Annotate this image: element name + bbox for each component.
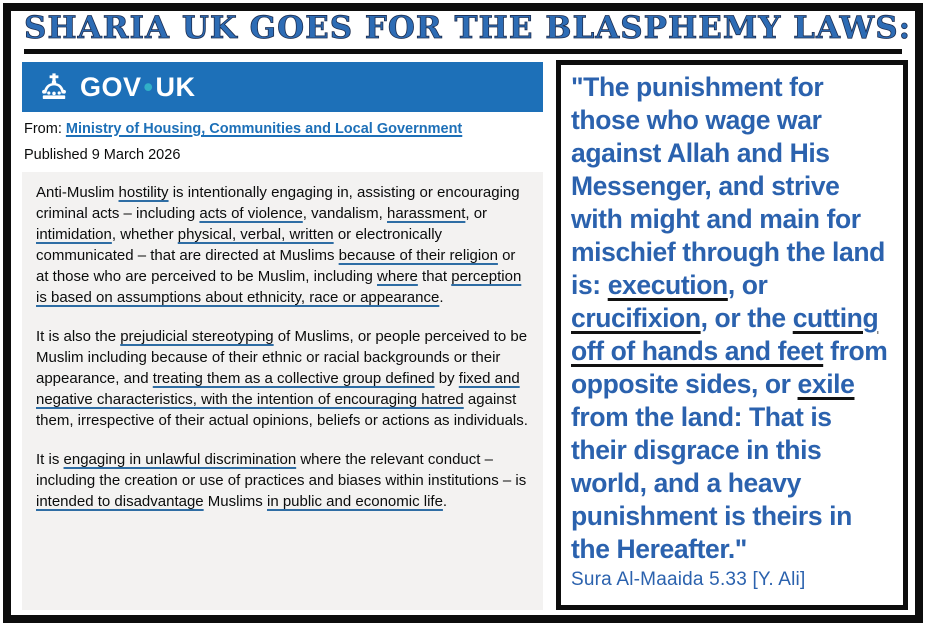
definition-paragraph-3 — [36, 449, 529, 512]
plain-text: . — [442, 493, 448, 510]
govuk-logo — [80, 72, 195, 103]
from-line — [24, 121, 462, 137]
underlined-phrase: harassment — [387, 205, 466, 222]
page-title: SHARIA UK GOES FOR THE BLASPHEMY LAWS: — [24, 11, 902, 54]
underlined-phrase: prejudicial stereotyping — [120, 328, 274, 345]
quote-panel — [556, 60, 908, 610]
quote-attribution: Sura Al-Maaida 5.33 [Y. Ali] — [571, 569, 806, 590]
plain-text: against them, irrespective of their actual opinions, beliefs or actions as individuals. — [36, 391, 528, 429]
plain-text: , vandalism, — [302, 205, 387, 222]
plain-text: that — [417, 268, 452, 285]
plain-text: is intentionally engaging in, assisting or encouraging criminal acts – including — [36, 184, 520, 222]
underlined-phrase: hostility — [118, 184, 169, 201]
definition-paragraph-1 — [36, 182, 529, 308]
underlined-phrase: because of their religion — [338, 247, 498, 264]
underlined-phrase: fixed and negative characteristics, with the intention of encouraging hatred — [36, 370, 520, 408]
govuk-logo-gov: GOV — [80, 71, 142, 102]
underlined-phrase: exile — [797, 369, 855, 399]
govuk-logo-uk: UK — [155, 71, 196, 102]
crown-icon — [38, 73, 70, 101]
plain-text: "The punishment for those who wage war against Allah and His Messenger, and strive with might and main for mischief through the land is: — [571, 72, 885, 300]
ministry-link[interactable]: Ministry of Housing, Communities and Local Government — [65, 121, 463, 137]
plain-text: , whether — [111, 226, 178, 243]
underlined-phrase: engaging in unlawful discrimination — [63, 451, 297, 468]
underlined-phrase: cutting off of hands and feet — [571, 303, 879, 366]
plain-text: where the relevant conduct – including the creation or use of practices and biases within institutions – is — [36, 451, 527, 489]
underlined-phrase: physical, verbal, written — [177, 226, 334, 243]
plain-text: Muslims — [203, 493, 267, 510]
definition-paragraph-2 — [36, 326, 529, 431]
govuk-header-bar — [22, 62, 543, 112]
underlined-phrase: execution — [607, 270, 728, 300]
from-label: From: — [24, 121, 62, 137]
quote-text — [571, 71, 893, 566]
plain-text: or at those who are perceived to be Muslim, including — [36, 247, 516, 285]
plain-text: or electronically communicated – that are directed at Muslims — [36, 226, 443, 264]
underlined-phrase: perception is based on assumptions about ethnicity, race or appearance — [36, 268, 522, 306]
plain-text: . — [439, 289, 444, 306]
plain-text: of Muslims, or people perceived to be Muslim including because of their ethnic or racial backgrounds or their appearance, and — [36, 328, 528, 387]
plain-text: Anti-Muslim — [36, 184, 119, 201]
plain-text: from opposite sides, or — [571, 336, 888, 399]
plain-text: by — [434, 370, 459, 387]
plain-text: from the land: That is their disgrace in this world, and a heavy punishment is theirs in the Hereafter." — [571, 402, 852, 564]
underlined-phrase: in public and economic life — [266, 493, 443, 510]
underlined-phrase: intimidation — [36, 226, 112, 243]
underlined-phrase: crucifixion — [571, 303, 701, 333]
govuk-logo-dot-icon: • — [143, 71, 154, 102]
plain-text: It is — [36, 451, 64, 468]
plain-text: , or the — [700, 303, 793, 333]
definition-text-panel — [22, 172, 543, 610]
underlined-phrase: intended to disadvantage — [36, 493, 204, 510]
plain-text: , or — [727, 270, 768, 300]
underlined-phrase: treating them as a collective group defined — [152, 370, 435, 387]
plain-text: It is also the — [36, 328, 121, 345]
plain-text: , or — [465, 205, 488, 222]
published-date: Published 9 March 2026 — [24, 147, 181, 163]
underlined-phrase: acts of violence — [199, 205, 303, 222]
underlined-phrase: where — [377, 268, 418, 285]
